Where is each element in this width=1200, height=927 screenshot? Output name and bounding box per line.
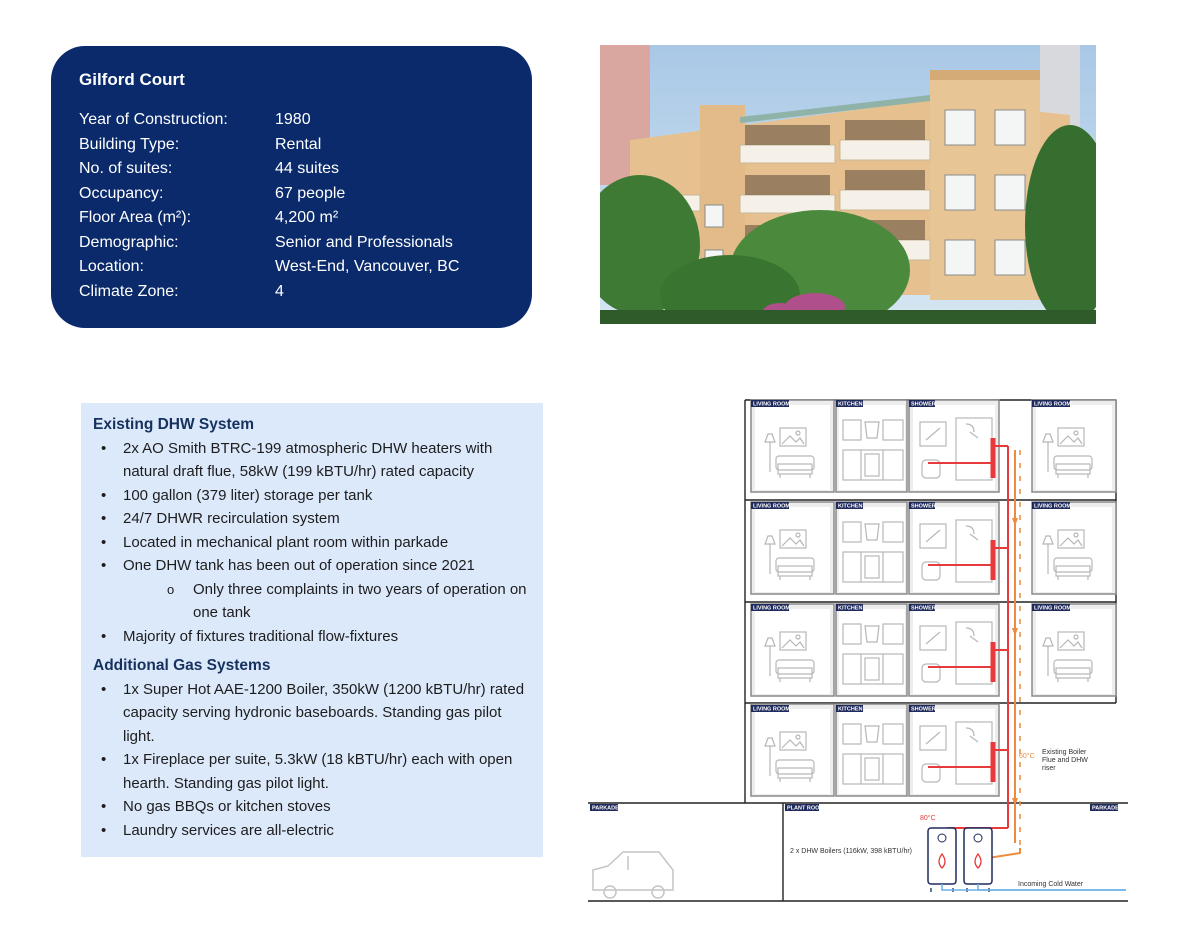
list-item: • Majority of fixtures traditional flow-fixtures: [93, 625, 531, 649]
list-item: • 24/7 DHWR recirculation system: [93, 507, 531, 531]
gas-systems-list: [93, 678, 531, 843]
info-label: Building Type:: [79, 135, 180, 153]
info-label: No. of suites:: [79, 160, 173, 177]
dhw-boilers: [928, 828, 992, 892]
info-row: [79, 157, 504, 182]
svg-text:LIVING ROOM: LIVING ROOM: [753, 503, 790, 510]
parkade-tag-left: PARKADE: [592, 805, 619, 812]
info-row: [79, 231, 504, 256]
sub-list-item: o Only three complaints in two years of operation on one tank: [93, 578, 531, 625]
riser-label-line3: riser: [1042, 765, 1056, 772]
svg-text:LIVING ROOM: LIVING ROOM: [753, 706, 790, 713]
temp-hot-label: 80°C: [920, 815, 936, 822]
info-label: Occupancy:: [79, 184, 164, 202]
parkade-tag-right: PARKADE: [1092, 805, 1119, 812]
svg-text:KITCHEN: KITCHEN: [838, 401, 863, 408]
svg-text:LIVING ROOM: LIVING ROOM: [1034, 605, 1071, 612]
svg-text:KITCHEN: KITCHEN: [838, 605, 863, 612]
svg-text:SHOWER: SHOWER: [911, 605, 936, 612]
riser-label-line2: Flue and DHW: [1042, 757, 1088, 764]
car-icon: [593, 852, 673, 898]
svg-text:SHOWER: SHOWER: [911, 401, 936, 408]
dhw-schematic-diagram: [588, 398, 1128, 906]
list-item: • No gas BBQs or kitchen stoves: [93, 795, 531, 819]
info-label: Demographic:: [79, 233, 179, 251]
svg-text:LIVING ROOM: LIVING ROOM: [753, 401, 790, 408]
svg-text:SHOWER: SHOWER: [911, 706, 936, 713]
list-item: • 2x AO Smith BTRC-199 atmospheric DHW heaters with natural draft flue, 58kW (199 kBTU/hr) rated capacity: [93, 437, 531, 484]
info-label: Floor Area (m²):: [79, 209, 192, 226]
building-photo: [600, 45, 1096, 324]
info-value: Senior and Professionals: [275, 233, 453, 251]
gas-systems-heading: Additional Gas Systems: [93, 657, 271, 674]
svg-text:LIVING ROOM: LIVING ROOM: [753, 605, 790, 612]
existing-dhw-heading: Existing DHW System: [93, 416, 255, 433]
info-value: 44 suites: [275, 160, 340, 177]
info-row: [79, 182, 504, 207]
list-item: • 1x Fireplace per suite, 5.3kW (18 kBTU/hr) each with open hearth. Standing gas pilot light.: [93, 748, 531, 795]
info-value: 4: [275, 282, 284, 300]
info-row: [79, 280, 504, 305]
info-label: Year of Construction:: [79, 111, 228, 128]
info-label: Location:: [79, 258, 144, 275]
existing-dhw-list: [93, 437, 531, 649]
info-row: [79, 255, 504, 280]
svg-text:KITCHEN: KITCHEN: [838, 706, 863, 713]
temp-return-label: 60°C: [1019, 753, 1035, 760]
room-tag: [751, 705, 936, 713]
info-row: [79, 133, 504, 158]
info-row: [79, 206, 504, 231]
svg-text:SHOWER: SHOWER: [911, 503, 936, 510]
building-name: Gilford Court: [79, 70, 185, 89]
plant-room-tag: PLANT ROOM: [787, 805, 824, 812]
info-value: 4,200 m²: [275, 209, 339, 226]
riser-label-line1: Existing Boiler: [1042, 749, 1087, 756]
list-item: • 1x Super Hot AAE-1200 Boiler, 350kW (1200 kBTU/hr) rated capacity serving hydronic baseboards. Standing gas pilot light.: [93, 678, 531, 749]
boilers-label: 2 x DHW Boilers (116kW, 398 kBTU/hr): [790, 848, 913, 855]
list-item: • Located in mechanical plant room within parkade: [93, 531, 531, 555]
dhw-description-panel: [81, 403, 543, 857]
building-info-card: [51, 46, 532, 328]
info-value: 1980: [275, 111, 311, 128]
svg-text:LIVING ROOM: LIVING ROOM: [1034, 401, 1071, 408]
info-label: Climate Zone:: [79, 282, 179, 300]
svg-text:KITCHEN: KITCHEN: [838, 503, 863, 510]
list-item: • One DHW tank has been out of operation since 2021: [93, 554, 531, 578]
info-row: [79, 108, 504, 133]
info-value: 67 people: [275, 184, 346, 202]
info-value: West-End, Vancouver, BC: [275, 258, 460, 275]
list-item: • 100 gallon (379 liter) storage per tank: [93, 484, 531, 508]
cold-water-label: Incoming Cold Water: [1018, 881, 1084, 888]
list-item: • Laundry services are all-electric: [93, 819, 531, 843]
info-value: Rental: [275, 135, 322, 153]
svg-text:LIVING ROOM: LIVING ROOM: [1034, 503, 1071, 510]
building-illustration: [600, 45, 1096, 324]
